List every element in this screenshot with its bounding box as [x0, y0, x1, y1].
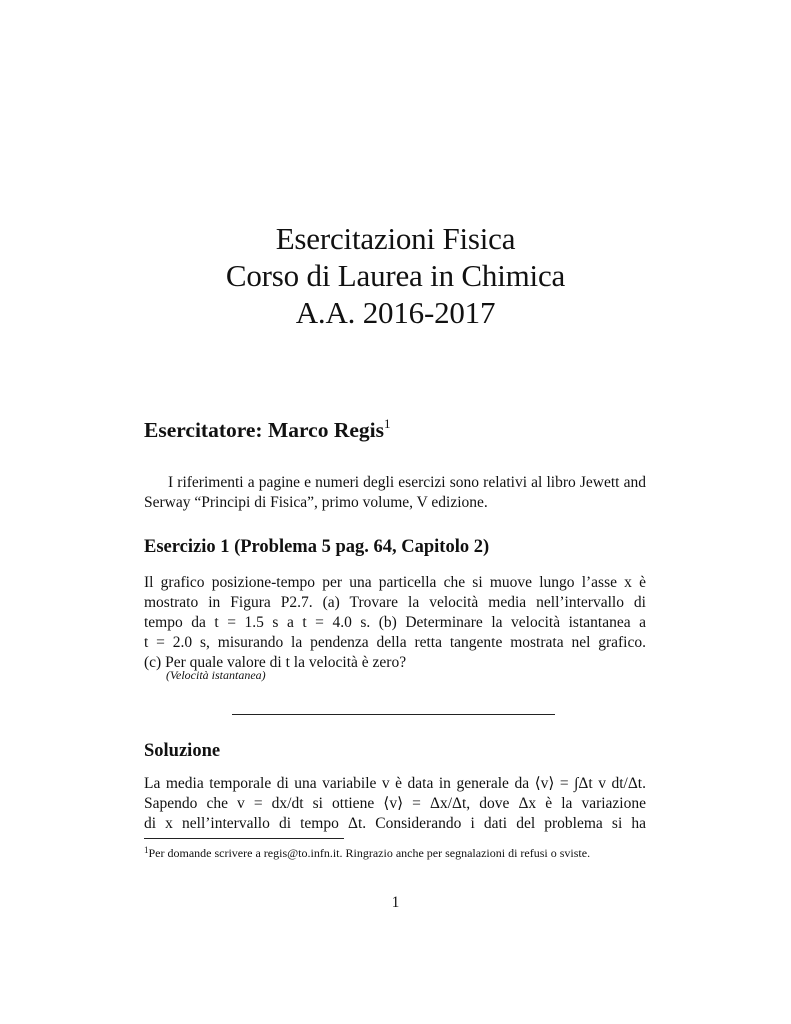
footnote-text: Per domande scrivere a regis@to.infn.it. Ringrazio anche per segnalazioni di refusi o sviste. [148, 846, 591, 860]
exercise-note: (Velocità istantanea) [166, 668, 266, 682]
exercise-text [144, 573, 646, 673]
exercise-line: (c) Per quale valore di t la velocità è zero? [144, 654, 407, 671]
document-title-line-3: A.A. 2016-2017 [295, 295, 496, 330]
footnote [144, 842, 646, 861]
exercise-line: Il grafico posizione-tempo per una particella che si muove lungo l’asse x è [144, 574, 646, 591]
exercise-line: mostrato in Figura P2.7. (a) Trovare la velocità media nell’intervallo di [144, 594, 646, 611]
intro-text: I riferimenti a pagine e numeri degli esercizi sono relativi al libro Jewett and Serway “Principi di Fisica”, primo volume, V edizione. [144, 474, 646, 511]
solution-line: La media temporale di una variabile v è data in generale da ⟨v⟩ = ∫Δt v dt/Δt. [144, 775, 646, 792]
exercise-line: tempo da t = 1.5 s a t = 4.0 s. (b) Determinare la velocità istantanea a [144, 614, 646, 631]
document-title-line-2: Corso di Laurea in Chimica [225, 258, 566, 293]
exercise-title: Esercizio 1 (Problema 5 pag. 64, Capitolo 2) [144, 537, 490, 557]
exercise-line: t = 2.0 s, misurando la pendenza della retta tangente mostrata nel grafico. [144, 634, 646, 651]
intro-paragraph [144, 473, 646, 513]
footnote-mark: 1 [144, 845, 149, 855]
document-title-line-1: Esercitazioni Fisica [275, 221, 516, 256]
solution-text [144, 774, 646, 834]
solution-title: Soluzione [144, 741, 221, 761]
author-footnote-mark: 1 [384, 416, 391, 431]
author-heading [144, 416, 646, 443]
section-divider [232, 714, 555, 715]
author-label: Esercitatore: Marco Regis [144, 418, 384, 442]
solution-line: di x nell’intervallo di tempo Δt. Considerando i dati del problema si ha [144, 815, 646, 832]
solution-line: Sapendo che v = dx/dt si ottiene ⟨v⟩ = Δx/Δt, dove Δx è la variazione [144, 795, 646, 812]
page-number: 1 [391, 894, 400, 911]
footnote-divider [144, 838, 344, 839]
